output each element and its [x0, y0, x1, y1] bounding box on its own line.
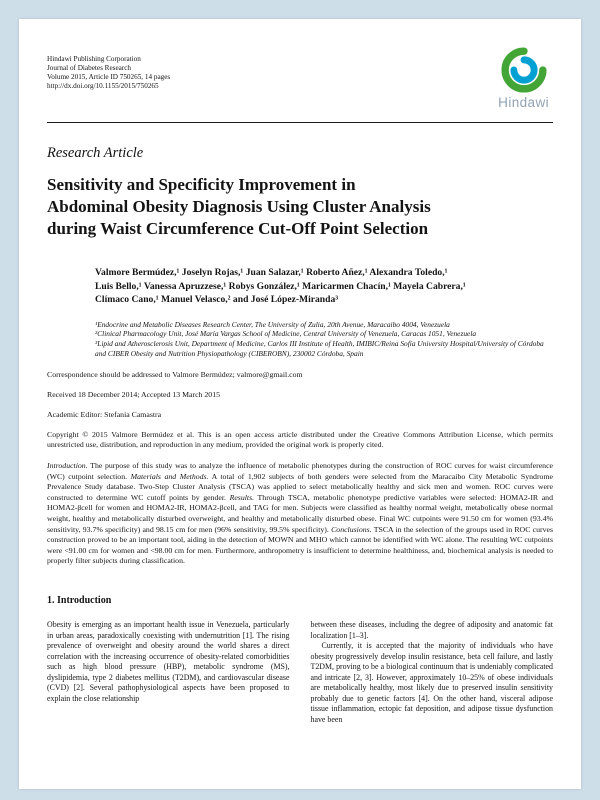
copyright-notice: Copyright © 2015 Valmore Bermúdez et al. This is an open access article distributed under the Creative Commons Attribution License, which permits unrestricted use, distribution, and reproduction in any medium, provided the original work is properly cited. — [47, 429, 553, 449]
article-title-line: Abdominal Obesity Diagnosis Using Cluster Analysis — [47, 197, 431, 216]
logo-inner-swirl — [513, 60, 533, 80]
article-page — [19, 19, 581, 789]
affiliation-item: ¹Endocrine and Metabolic Diseases Research Center, The University of Zulia, 20th Avenue, Maracaibo 4004, Venezuela — [95, 319, 450, 329]
authors-line: Luis Bello,¹ Vanessa Apruzzese,¹ Robys González,¹ Maricarmen Chacín,¹ Mayela Cabrera,¹ — [95, 280, 466, 292]
academic-editor-line: Academic Editor: Stefania Camastra — [47, 409, 162, 419]
body-paragraph: Currently, it is accepted that the majority of individuals who have obesity progressively develop insulin resistance, beta cell failure, and lastly T2DM, proving to be a biological continuum that is undeniably complicated and intricate [2, 3]. However, approximately 10–25% of obese individuals are metabolically healthy, most likely due to preserved insulin sensitivity probably due to genetic factors [4]. On the other hand, visceral adipose tissue inflammation, ectopic fat deposition, and adipose tissue dysfunction have been — [310, 641, 553, 724]
affiliation-item: ³Lipid and Atherosclerosis Unit, Department of Medicine, Carlos III Institute of Health, IMIBIC/Reina Sofía University Hospital/University of Córdoba and CIBER Obesity and Nutrition Physiopathology (CIBEROBN), 230002 Córdoba, Spain — [95, 339, 544, 358]
publisher-name-line: Hindawi Publishing Corporation — [47, 55, 141, 63]
section-heading-introduction: 1. Introduction — [47, 595, 112, 607]
received-accepted-line: Received 18 December 2014; Accepted 13 March 2015 — [47, 389, 220, 399]
article-title-line: during Waist Circumference Cut-Off Point Selection — [47, 219, 429, 238]
body-paragraph: Obesity is emerging as an important health issue in Venezuela, particularly in urban areas, paradoxically coexisting with undernutrition [1]. The rising prevalence of overweight and obesity around the world shares a direct correlation with the increasing occurrence of obesity-related comorbidities such as high blood pressure (HBP), metabolic syndrome (MS), dyslipidemia, type 2 diabetes mellitus (T2DM), and cardiovascular disease (CVD) [2]. Several pathophysiological aspects have been proposed to explain the close relationship — [47, 620, 290, 703]
publisher-info-block — [47, 49, 170, 91]
header-divider — [47, 122, 553, 123]
affiliation-item: ²Clinical Pharmacology Unit, José María Vargas School of Medicine, Central University of Venezuela, Caracas 1051, Venezuela — [95, 329, 477, 339]
authors-line: Clímaco Cano,¹ Manuel Velasco,² and José López-Miranda³ — [95, 294, 339, 305]
hindawi-wordmark: Hindawi — [498, 95, 549, 110]
correspondence-line: Correspondence should be addressed to Valmore Bermúdez; valmore@gmail.com — [47, 369, 303, 379]
article-type-label: Research Article — [47, 145, 144, 161]
article-title — [47, 174, 553, 240]
authors-block — [95, 266, 553, 307]
right-column — [311, 620, 554, 725]
left-column — [47, 620, 290, 725]
affiliations-block — [95, 320, 553, 359]
page-header — [47, 49, 553, 110]
two-column-body — [47, 620, 553, 725]
body-paragraph: between these diseases, including the degree of adiposity and anatomic fat localization [1–3]. — [310, 620, 553, 640]
abstract-paragraph: Introduction. The purpose of this study was to analyze the influence of metabolic phenotypes during the construction of ROC curves for waist circumference (WC) cutpoint selection. Materials and Methods. A total of 1,902 subjects of both genders were selected from the Maracaibo City Metabolic Syndrome Prevalence Study database. Two-Step Cluster Analysis (TSCA) was applied to select metabolically healthy and sick men and women. ROC curves were constructed to determine WC cutoff points by gender. Results. Through TSCA, metabolic phenotype predictive variables were selected: HOMA2-IR and HOMA2-βcell for women and HOMA2-IR, HOMA2-βcell, and TAG for men. Subjects were classified as healthy normal weight, metabolically obese normal weight, healthy and metabolically disturbed overweight, and healthy and metabolically disturbed obese. Final WC cutpoints were 91.50 cm for women (93.4% sensitivity, 93.7% specificity) and 98.15 cm for men (96% sensitivity, 99.5% specificity). Conclusions. TSCA in the selection of the groups used in ROC curves construction proved to be an important tool, aiding in the detection of MOWN and MHO which cannot be identified with WC alone. The resulting WC cutpoints were <91.00 cm for women and <98.00 cm for men. Furthermore, anthropometry is insufficient to determine healthiness, and, biochemical analysis is needed to properly filter subjects during classification. — [47, 461, 553, 566]
article-title-line: Sensitivity and Specificity Improvement in — [47, 175, 356, 194]
volume-article-id-line: Volume 2015, Article ID 750265, 14 pages — [47, 73, 171, 81]
hindawi-logo-icon — [501, 47, 547, 93]
doi-link[interactable]: http://dx.doi.org/10.1155/2015/750265 — [47, 82, 159, 90]
hindawi-logo — [498, 47, 549, 110]
journal-name-line: Journal of Diabetes Research — [47, 64, 132, 72]
authors-line: Valmore Bermúdez,¹ Joselyn Rojas,¹ Juan Salazar,¹ Roberto Añez,¹ Alexandra Toledo,¹ — [95, 267, 448, 278]
